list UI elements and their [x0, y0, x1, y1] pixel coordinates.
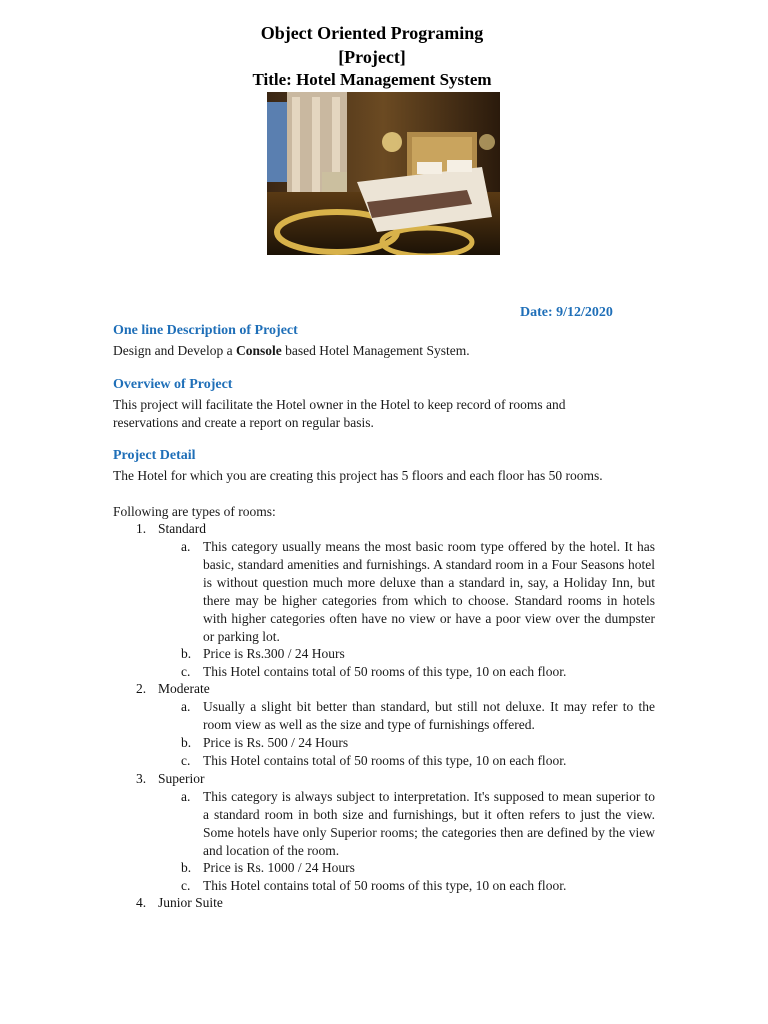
- list-letter: c.: [181, 664, 191, 679]
- one-line-pre: Design and Develop a: [113, 343, 236, 358]
- list-letter: b.: [181, 735, 192, 750]
- detail-intro: The Hotel for which you are creating this project has 5 floors and each floor has 50 rooms.: [113, 468, 603, 483]
- list-number: 4.: [136, 895, 147, 910]
- room-type-name: Superior: [158, 771, 205, 786]
- room-type-name: Standard: [158, 521, 206, 536]
- room-type-name: Moderate: [158, 681, 210, 696]
- overview-heading: Overview of Project: [113, 377, 233, 392]
- one-line-heading: One line Description of Project: [113, 323, 298, 338]
- list-item: This Hotel contains total of 50 rooms of this type, 10 on each floor.: [203, 664, 567, 679]
- list-item: Usually a slight bit better than standard, but still not deluxe. It may refer to the room view as well as the size and type of furnishings offered.: [203, 699, 655, 732]
- list-item: Price is Rs. 1000 / 24 Hours: [203, 860, 355, 875]
- list-item: Price is Rs. 500 / 24 Hours: [203, 735, 349, 750]
- list-number: 3.: [136, 771, 147, 786]
- list-letter: c.: [181, 753, 191, 768]
- list-item: This category is always subject to interpretation. It's supposed to mean superior to a standard room in both size and furnishings, but it often refers to just the view. Some hotels have only Superior rooms; the categories then are defined by the view and location of the room.: [203, 789, 655, 858]
- one-line-description: [113, 342, 658, 360]
- project-title: Title: Hotel Management System: [252, 70, 492, 89]
- room-type-name: Junior Suite: [158, 895, 223, 910]
- list-letter: a.: [181, 539, 191, 554]
- document-date: Date: 9/12/2020: [520, 305, 613, 320]
- list-letter: b.: [181, 860, 192, 875]
- list-letter: c.: [181, 878, 191, 893]
- one-line-post: based Hotel Management System.: [281, 343, 470, 358]
- list-item: This Hotel contains total of 50 rooms of this type, 10 on each floor.: [203, 753, 567, 768]
- list-item: This Hotel contains total of 50 rooms of this type, 10 on each floor.: [203, 878, 567, 893]
- list-letter: b.: [181, 646, 192, 661]
- list-item: This category usually means the most basic room type offered by the hotel. It has basic, standard amenities and furnishings. A standard room in a Four Seasons hotel is without question much more deluxe than a standard in, say, a Holiday Inn, but there may be higher categories from which to choose. Standard rooms in hotels with higher categories often have no view or have a poor view over the dumpster or parking lot.: [203, 539, 655, 644]
- list-letter: a.: [181, 789, 191, 804]
- list-number: 2.: [136, 681, 147, 696]
- detail-heading: Project Detail: [113, 448, 196, 463]
- hotel-room-photo: [267, 92, 500, 255]
- project-label: [Project]: [338, 47, 406, 67]
- list-item: Price is Rs.300 / 24 Hours: [203, 646, 345, 661]
- list-letter: a.: [181, 699, 191, 714]
- course-title: Object Oriented Programing: [260, 23, 484, 43]
- overview-text: This project will facilitate the Hotel owner in the Hotel to keep record of rooms and reservations and create a report on regular basis.: [113, 397, 566, 430]
- types-label: Following are types of rooms:: [113, 504, 276, 519]
- one-line-bold: Console: [235, 343, 282, 358]
- list-number: 1.: [136, 521, 147, 536]
